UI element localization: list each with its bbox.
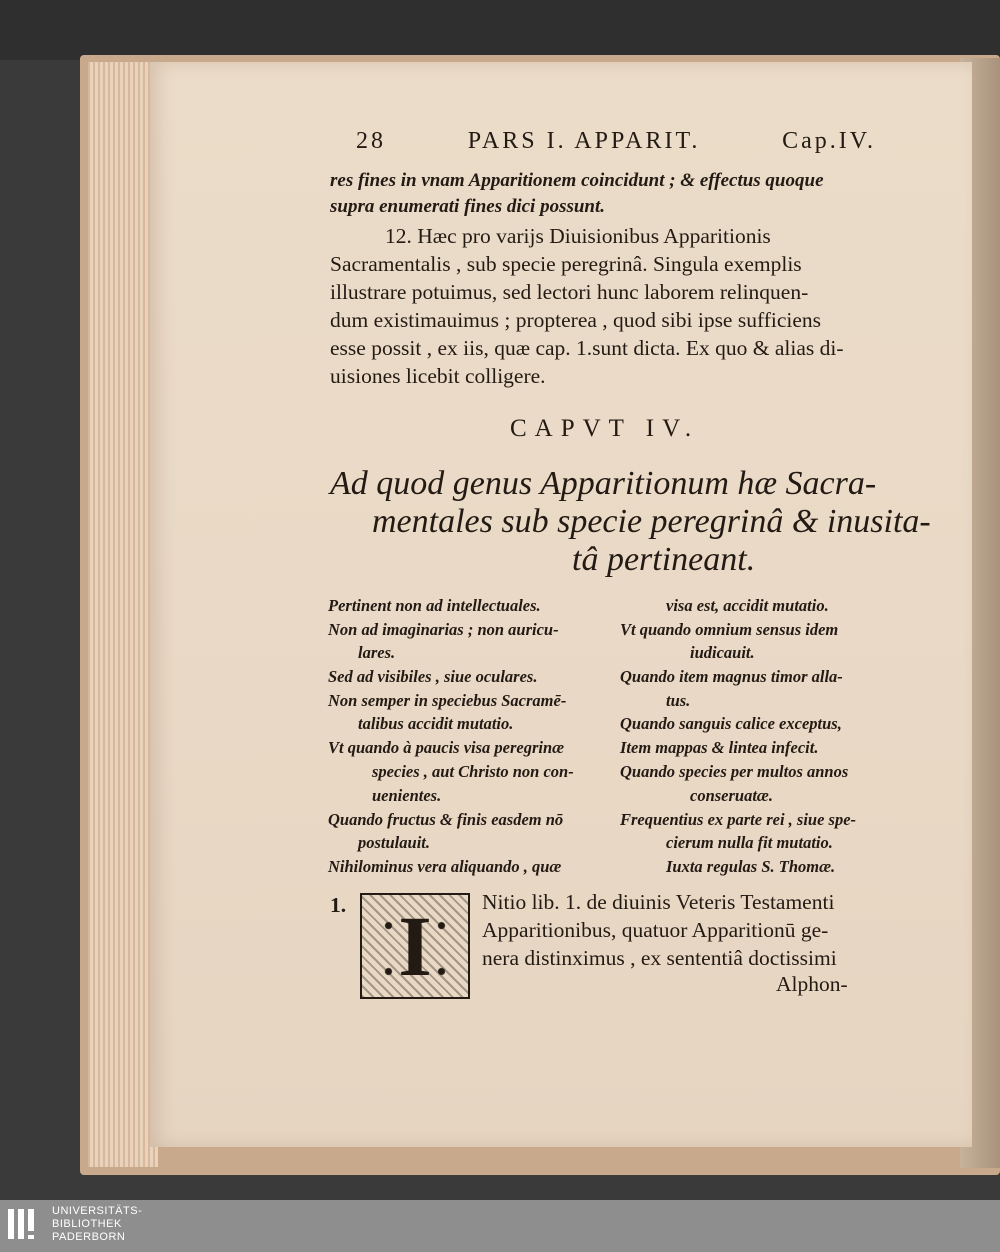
summary-line: Sed ad visibiles , siue oculares.: [328, 667, 538, 686]
catchword: Alphon-: [776, 972, 848, 996]
summary-line: Quando species per multos annos: [620, 762, 849, 781]
section-title: PARS I. APPARIT.: [467, 128, 701, 154]
ornamental-initial: [360, 893, 470, 999]
chapter-subtitle-line: mentales sub specie peregrinâ & inusita-: [372, 503, 931, 540]
chapter-subtitle-line: Ad quod genus Apparitionum hæ Sacra-: [330, 465, 877, 502]
summary-line: species , aut Christo non con-: [372, 762, 574, 781]
summary-line: Pertinent non ad intellectuales.: [328, 596, 541, 615]
summary-line: cierum nulla fit mutatio.: [666, 833, 833, 852]
summary-line: Iuxta regulas S. Thomæ.: [666, 857, 836, 876]
chapter-subtitle-line: tâ pertineant.: [572, 541, 756, 578]
body-line: Sacramentalis , sub specie peregrinâ. Singula exemplis: [330, 252, 802, 276]
summary-line: Nihilominus vera aliquando , quæ: [328, 857, 562, 876]
body-line: esse possit , ex iis, quæ cap. 1.sunt dicta. Ex quo & alias di-: [330, 336, 844, 360]
body-line: illustrare potuimus, sed lectori hunc laborem relinquen-: [330, 280, 809, 304]
page-number: 28: [356, 128, 386, 154]
library-name: [52, 1205, 142, 1244]
chapter-label: Cap.IV.: [782, 128, 876, 154]
library-name-line: PADERBORN: [52, 1231, 126, 1243]
initial-letter: I: [398, 898, 432, 994]
summary-line: Item mappas & lintea infecit.: [620, 738, 819, 757]
summary-line: visa est, accidit mutatio.: [666, 596, 829, 615]
summary-line: Frequentius ex parte rei , siue spe-: [620, 810, 857, 829]
summary-line: lares.: [358, 643, 396, 662]
body-line: nera distinximus , ex sententiâ doctissimi: [482, 946, 837, 970]
summary-line: uenientes.: [372, 786, 442, 805]
summary-line: Quando item magnus timor alla-: [620, 667, 843, 686]
summary-line: Quando sanguis calice exceptus,: [620, 714, 842, 733]
summary-line: tus.: [666, 691, 691, 710]
summary-line: talibus accidit mutatio.: [358, 714, 514, 733]
library-footer: [0, 1200, 1000, 1252]
body-line: supra enumerati fines dici possunt.: [330, 196, 606, 217]
chapter-heading: CAPVT IV.: [510, 415, 700, 442]
body-line: uisiones licebit colligere.: [330, 364, 546, 388]
library-logo-icon: [6, 1207, 42, 1245]
body-line: Apparitionibus, quatuor Apparitionū ge-: [482, 918, 829, 942]
summary-line: Vt quando à paucis visa peregrinæ: [328, 738, 565, 757]
body-line: res fines in vnam Apparitionem coincidunt ; & effectus quoque: [330, 170, 824, 191]
page-edges: [88, 62, 158, 1167]
body-line: 12. Hæc pro varijs Diuisionibus Apparitionis: [385, 224, 771, 248]
summary-line: Non semper in speciebus Sacramē-: [328, 691, 567, 710]
summary-line: Non ad imaginarias ; non auricu-: [328, 620, 559, 639]
summary-line: Vt quando omnium sensus idem: [620, 620, 839, 639]
summary-line: Quando fructus & finis easdem nō: [328, 810, 564, 829]
library-name-line: UNIVERSITÄTS-: [52, 1205, 143, 1217]
running-head: [356, 128, 876, 155]
summary-line: conseruatæ.: [690, 786, 773, 805]
summary-line: iudicauit.: [690, 643, 755, 662]
body-line: dum existimauimus ; propterea , quod sibi ipse sufficiens: [330, 308, 822, 332]
body-line: Nitio lib. 1. de diuinis Veteris Testamenti: [482, 890, 835, 914]
summary-line: postulauit.: [358, 833, 430, 852]
library-name-line: BIBLIOTHEK: [52, 1218, 122, 1230]
scan-background: [0, 0, 1000, 60]
paragraph-number: 1.: [330, 893, 347, 917]
